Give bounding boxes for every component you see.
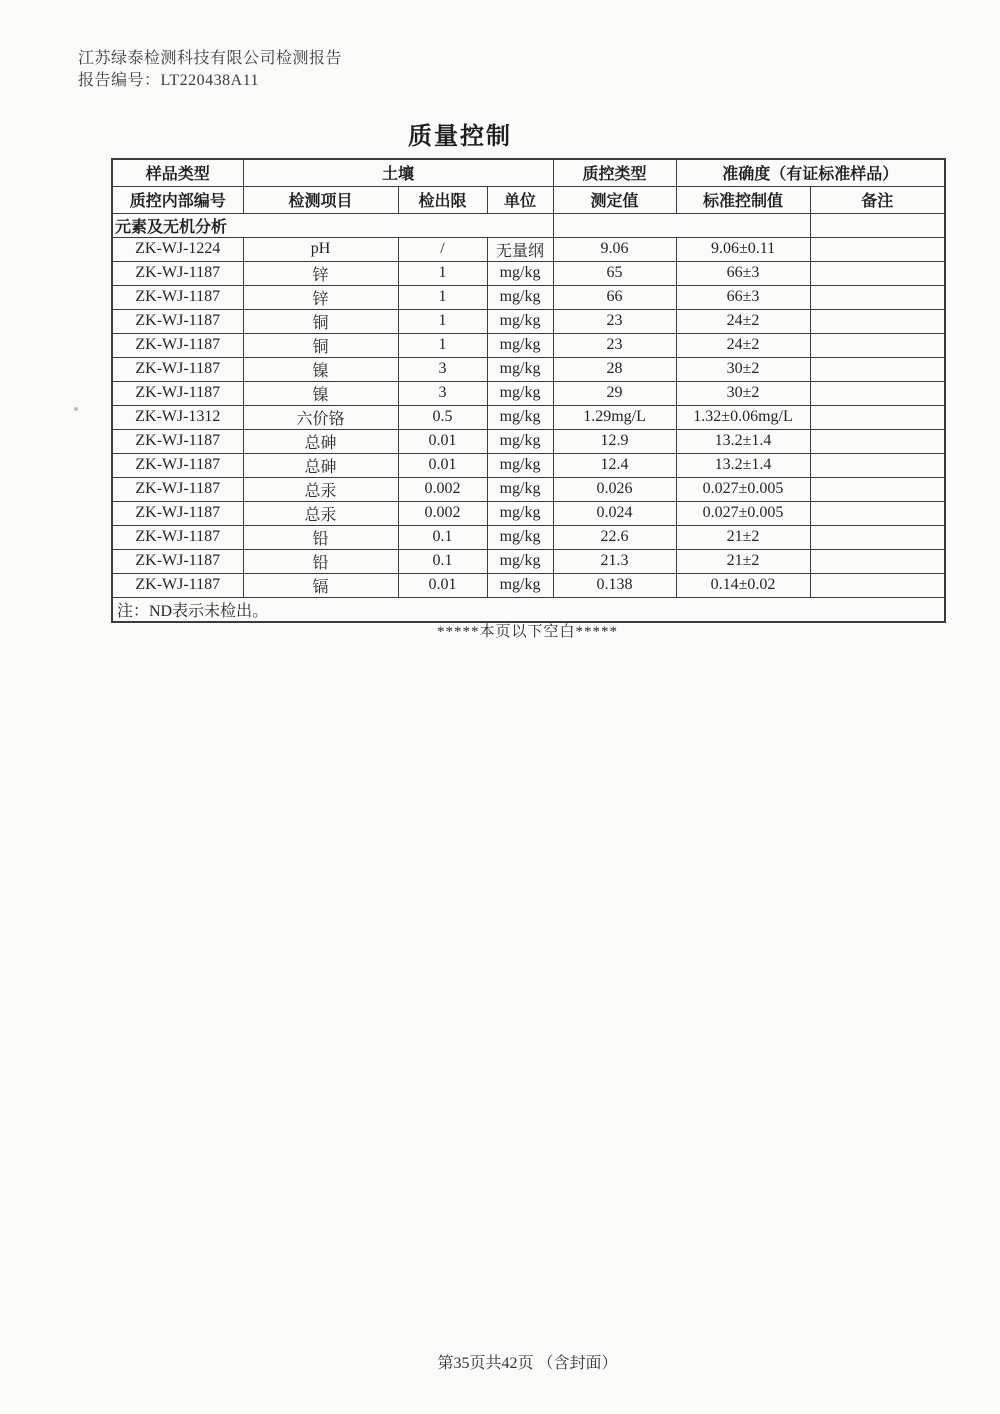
cell-qc-id: ZK-WJ-1187 [112, 477, 243, 501]
cell-qc-id: ZK-WJ-1187 [112, 549, 243, 573]
qc-type-label: 质控类型 [553, 159, 676, 186]
quality-control-table [111, 158, 946, 623]
cell-qc-id: ZK-WJ-1187 [112, 453, 243, 477]
cell-measured: 28 [553, 357, 676, 381]
column-header-item: 检测项目 [243, 186, 398, 213]
cell-standard: 21±2 [676, 525, 810, 549]
column-header-unit: 单位 [487, 186, 553, 213]
cell-item: 总砷 [243, 453, 398, 477]
cell-limit: 0.1 [398, 525, 487, 549]
cell-unit: mg/kg [487, 549, 553, 573]
cell-unit: mg/kg [487, 477, 553, 501]
section-row [112, 213, 945, 237]
cell-measured: 0.024 [553, 501, 676, 525]
table-note: 注：ND表示未检出。 [112, 597, 945, 622]
table-note-row [112, 597, 945, 622]
table-row [112, 573, 945, 597]
cell-measured: 29 [553, 381, 676, 405]
table-row [112, 525, 945, 549]
cell-item: 镍 [243, 381, 398, 405]
cell-remark [810, 477, 945, 501]
blank-below-note: *****本页以下空白***** [436, 624, 618, 640]
cell-measured: 21.3 [553, 549, 676, 573]
cell-remark [810, 381, 945, 405]
report-header [78, 48, 342, 92]
cell-qc-id: ZK-WJ-1187 [112, 501, 243, 525]
cell-remark [810, 525, 945, 549]
cell-limit: 0.01 [398, 453, 487, 477]
cell-limit: 0.1 [398, 549, 487, 573]
cell-remark [810, 237, 945, 261]
cell-unit: mg/kg [487, 309, 553, 333]
cell-limit: 1 [398, 285, 487, 309]
cell-item: 六价铬 [243, 405, 398, 429]
table-row [112, 333, 945, 357]
cell-qc-id: ZK-WJ-1187 [112, 357, 243, 381]
cell-standard: 66±3 [676, 261, 810, 285]
cell-standard: 13.2±1.4 [676, 429, 810, 453]
table-header-row-1 [112, 159, 945, 186]
cell-qc-id: ZK-WJ-1187 [112, 333, 243, 357]
table-row [112, 405, 945, 429]
table-row [112, 549, 945, 573]
cell-unit: mg/kg [487, 525, 553, 549]
cell-item: 铅 [243, 549, 398, 573]
cell-qc-id: ZK-WJ-1187 [112, 429, 243, 453]
cell-unit: mg/kg [487, 381, 553, 405]
cell-item: 铜 [243, 309, 398, 333]
table-row [112, 477, 945, 501]
cell-standard: 24±2 [676, 309, 810, 333]
cell-remark [810, 309, 945, 333]
scan-speck [74, 407, 78, 411]
cell-qc-id: ZK-WJ-1187 [112, 381, 243, 405]
cell-item: 总汞 [243, 501, 398, 525]
cell-standard: 13.2±1.4 [676, 453, 810, 477]
report-number-line: 报告编号：LT220438A11 [78, 72, 260, 89]
cell-unit: mg/kg [487, 285, 553, 309]
report-company-line: 江苏绿泰检测科技有限公司检测报告 [78, 50, 343, 67]
cell-qc-id: ZK-WJ-1187 [112, 309, 243, 333]
table-row [112, 261, 945, 285]
column-header-measured: 测定值 [553, 186, 676, 213]
cell-item: 锌 [243, 261, 398, 285]
sample-type-label: 样品类型 [112, 159, 243, 186]
cell-qc-id: ZK-WJ-1187 [112, 573, 243, 597]
cell-remark [810, 261, 945, 285]
cell-standard: 21±2 [676, 549, 810, 573]
cell-measured: 0.138 [553, 573, 676, 597]
cell-remark [810, 549, 945, 573]
cell-item: 总汞 [243, 477, 398, 501]
cell-limit: 0.002 [398, 477, 487, 501]
table-header-row-2 [112, 186, 945, 213]
cell-remark [810, 453, 945, 477]
cell-measured: 0.026 [553, 477, 676, 501]
cell-remark [810, 501, 945, 525]
cell-measured: 12.9 [553, 429, 676, 453]
cell-measured: 9.06 [553, 237, 676, 261]
cell-limit: / [398, 237, 487, 261]
cell-unit: mg/kg [487, 357, 553, 381]
cell-unit: 无量纲 [487, 237, 553, 261]
cell-item: 锌 [243, 285, 398, 309]
cell-standard: 24±2 [676, 333, 810, 357]
cell-limit: 0.01 [398, 573, 487, 597]
cell-standard: 1.32±0.06mg/L [676, 405, 810, 429]
section-label: 元素及无机分析 [112, 213, 553, 237]
cell-limit: 0.002 [398, 501, 487, 525]
cell-remark [810, 405, 945, 429]
cell-item: 铅 [243, 525, 398, 549]
section-empty-cell [553, 213, 810, 237]
cell-remark [810, 333, 945, 357]
cell-qc-id: ZK-WJ-1187 [112, 285, 243, 309]
section-empty-remark-cell [810, 213, 945, 237]
table-row [112, 429, 945, 453]
cell-remark [810, 573, 945, 597]
cell-limit: 1 [398, 333, 487, 357]
cell-limit: 0.5 [398, 405, 487, 429]
cell-limit: 1 [398, 309, 487, 333]
column-header-standard: 标准控制值 [676, 186, 810, 213]
cell-qc-id: ZK-WJ-1187 [112, 525, 243, 549]
table-row [112, 357, 945, 381]
sample-type-value: 土壤 [243, 159, 553, 186]
cell-measured: 1.29mg/L [553, 405, 676, 429]
table-row [112, 453, 945, 477]
cell-standard: 9.06±0.11 [676, 237, 810, 261]
cell-qc-id: ZK-WJ-1187 [112, 261, 243, 285]
cell-standard: 66±3 [676, 285, 810, 309]
page-title: 质量控制 [408, 124, 512, 150]
cell-standard: 0.027±0.005 [676, 501, 810, 525]
cell-item: 总砷 [243, 429, 398, 453]
cell-unit: mg/kg [487, 333, 553, 357]
cell-item: pH [243, 237, 398, 261]
table-row [112, 501, 945, 525]
cell-unit: mg/kg [487, 573, 553, 597]
cell-qc-id: ZK-WJ-1224 [112, 237, 243, 261]
cell-limit: 0.01 [398, 429, 487, 453]
cell-measured: 65 [553, 261, 676, 285]
cell-unit: mg/kg [487, 261, 553, 285]
table-row [112, 237, 945, 261]
table-row [112, 309, 945, 333]
cell-limit: 3 [398, 357, 487, 381]
cell-item: 铜 [243, 333, 398, 357]
cell-standard: 30±2 [676, 357, 810, 381]
cell-standard: 0.027±0.005 [676, 477, 810, 501]
cell-remark [810, 357, 945, 381]
cell-unit: mg/kg [487, 429, 553, 453]
table-row [112, 285, 945, 309]
page-number-footer: 第35页共42页 （含封面） [437, 1355, 618, 1372]
column-header-qc-id: 质控内部编号 [112, 186, 243, 213]
accuracy-label: 准确度（有证标准样品） [676, 159, 945, 186]
cell-measured: 22.6 [553, 525, 676, 549]
cell-standard: 30±2 [676, 381, 810, 405]
cell-measured: 23 [553, 309, 676, 333]
cell-measured: 12.4 [553, 453, 676, 477]
cell-unit: mg/kg [487, 501, 553, 525]
cell-measured: 66 [553, 285, 676, 309]
cell-qc-id: ZK-WJ-1312 [112, 405, 243, 429]
column-header-detection-limit: 检出限 [398, 186, 487, 213]
cell-unit: mg/kg [487, 405, 553, 429]
cell-measured: 23 [553, 333, 676, 357]
table-row [112, 381, 945, 405]
cell-remark [810, 285, 945, 309]
cell-standard: 0.14±0.02 [676, 573, 810, 597]
cell-limit: 3 [398, 381, 487, 405]
cell-item: 镍 [243, 357, 398, 381]
cell-remark [810, 429, 945, 453]
column-header-remark: 备注 [810, 186, 945, 213]
cell-limit: 1 [398, 261, 487, 285]
cell-unit: mg/kg [487, 453, 553, 477]
cell-item: 镉 [243, 573, 398, 597]
